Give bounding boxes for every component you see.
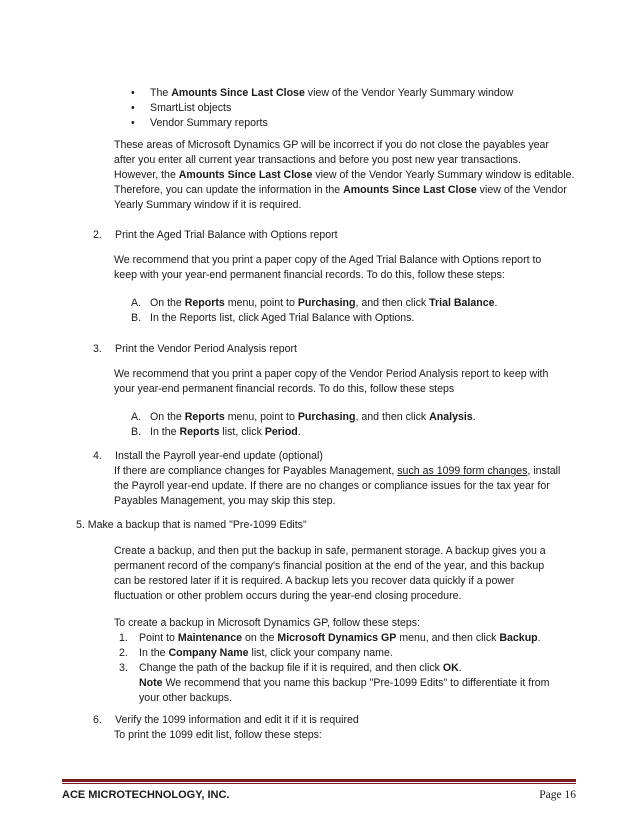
note-line: Note We recommend that you name this backup "Pre-1099 Edits" to differentiate it from — [139, 677, 550, 689]
step-5-substeps — [119, 631, 579, 706]
substep-item: B. In the Reports list, click Period. — [131, 426, 301, 438]
step-6-heading: 6. Verify the 1099 information and edit it if it is required — [93, 714, 359, 726]
step-3-paragraph: We recommend that you print a paper copy of the Vendor Period Analysis report to keep with your year-end permanent financial records. To do this, follow these steps — [114, 368, 549, 395]
step-2-substeps — [131, 296, 571, 326]
substep-item: 2. In the Company Name list, click your company name. — [119, 647, 393, 659]
step-2-heading: 2. Print the Aged Trial Balance with Options report — [93, 229, 338, 241]
bullet-item: • SmartList objects — [131, 102, 232, 114]
footer-divider — [62, 779, 576, 782]
footer-page-number: Page 16 — [539, 789, 576, 801]
step-4-paragraph: If there are compliance changes for Payables Management, such as 1099 form changes, install the Payroll year-end update. If there are no changes or compliance issues for the tax year for Payables Management, you may skip this step. — [114, 465, 561, 507]
step-3-substeps — [131, 410, 571, 440]
substep-item: B. In the Reports list, click Aged Trial Balance with Options. — [131, 312, 415, 324]
substep-item: 3. Change the path of the backup file if it is required, and then click OK. — [119, 662, 462, 674]
form-changes-link[interactable]: such as 1099 form changes — [397, 465, 528, 477]
step-2-paragraph: We recommend that you print a paper copy of the Aged Trial Balance with Options report to keep with your year-end permanent financial records. To do this, follow these steps: — [114, 254, 542, 281]
note-line: your other backups. — [139, 692, 233, 704]
bullet-dot-icon: • — [131, 117, 135, 129]
substep-item: A. On the Reports menu, point to Purchasing, and then click Analysis. — [131, 411, 476, 423]
footer-company: ACE MICROTECHNOLOGY, INC. — [62, 789, 230, 801]
substep-item: A. On the Reports menu, point to Purchasing, and then click Trial Balance. — [131, 297, 498, 309]
bullet-item: • Vendor Summary reports — [131, 117, 268, 129]
step-4-heading: 4. Install the Payroll year-end update (optional) — [93, 450, 323, 462]
bullet-item: • The Amounts Since Last Close view of the Vendor Yearly Summary window — [131, 87, 514, 99]
bullet-list — [131, 86, 551, 131]
step-3-heading: 3. Print the Vendor Period Analysis report — [93, 343, 297, 355]
step-5-paragraph: Create a backup, and then put the backup in safe, permanent storage. A backup gives you a permanent record of the company's financial position at the end of the year, and this backup can be restored later if it is required. A backup lets you recover data quickly if a power fluctuation or other problem occurs during the year-end closing procedure. — [114, 545, 546, 602]
step-5-heading: 5. Make a backup that is named "Pre-1099 Edits" — [76, 519, 307, 531]
step-6-paragraph: To print the 1099 edit list, follow these steps: — [114, 729, 322, 741]
bullet-dot-icon: • — [131, 102, 135, 114]
footer-divider-thin — [62, 783, 576, 784]
step-5-intro: To create a backup in Microsoft Dynamics GP, follow these steps: — [114, 617, 420, 629]
paragraph-year-close-warning: These areas of Microsoft Dynamics GP will be incorrect if you do not close the payables year after you enter all current year transactions and before you post new year transactions. However, the Amounts Since Last Close view of the Vendor Yearly Summary window is editable. Therefore, you can update the information in the Amounts Since Last Close view of the Vendor Yearly Summary window if it is required. — [114, 139, 575, 211]
substep-item: 1. Point to Maintenance on the Microsoft Dynamics GP menu, and then click Backup. — [119, 632, 541, 644]
bullet-dot-icon: • — [131, 87, 135, 99]
